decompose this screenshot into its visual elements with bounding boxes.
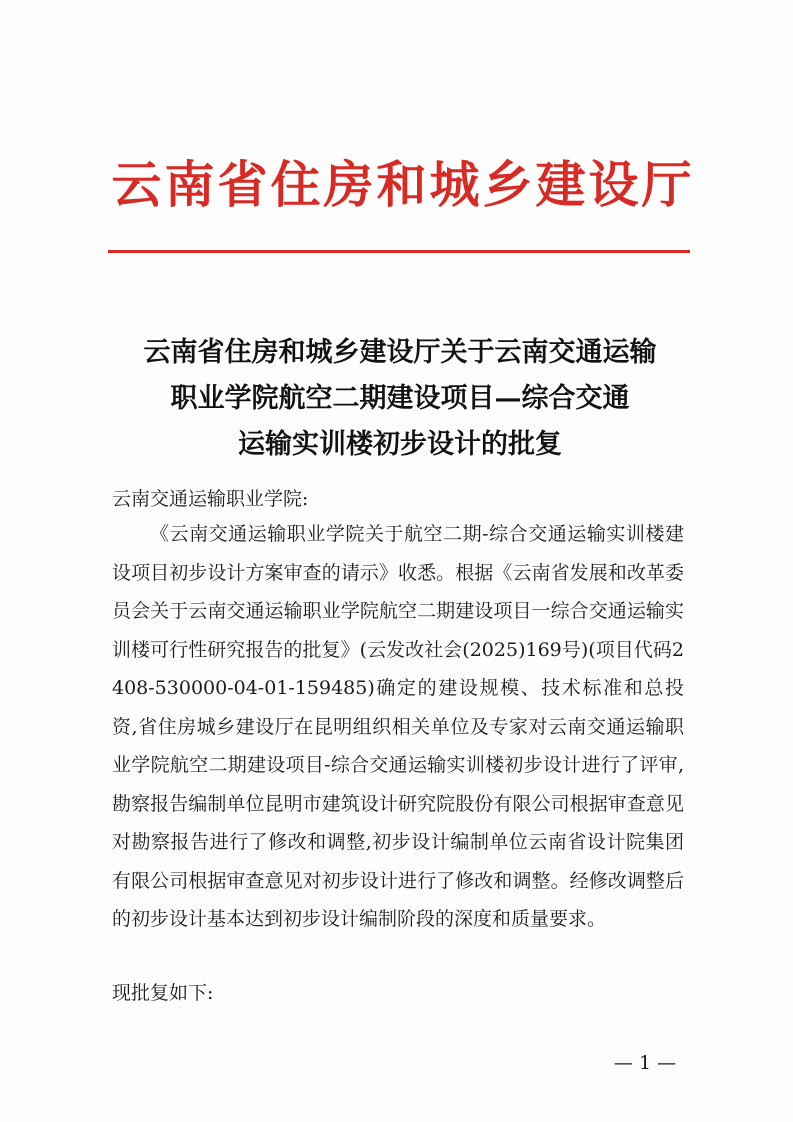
closing-line: 现批复如下: <box>112 982 214 1004</box>
title-line-3: 运输实训楼初步设计的批复 <box>238 429 562 460</box>
red-divider-line <box>108 250 690 253</box>
document-title <box>100 330 700 468</box>
title-line-1: 云南省住房和城乡建设厅关于云南交通运输 <box>143 337 657 368</box>
title-line-2: 职业学院航空二期建设项目—综合交通 <box>170 383 630 414</box>
page-number: — 1 — <box>613 1052 677 1074</box>
addressee: 云南交通运输职业学院: <box>112 488 309 510</box>
issuing-agency-header: 云南省住房和城乡建设厅 <box>111 155 695 214</box>
body-paragraph: 《云南交通运输职业学院关于航空二期-综合交通运输实训楼建设项目初步设计方案审查的请示》收悉。根据《云南省发展和改革委员会关于云南交通运输职业学院航空二期建设项目一综合交通运输实训楼可行性研究报告的批复》(云发改社会(2025)169号)(项目代码2408-530000-04-01-159485)确定的建设规模、技术标准和总投资,省住房城乡建设厅在昆明组织相关单位及专家对云南交通运输职业学院航空二期建设项目-综合交通运输实训楼初步设计进行了评审,勘察报告编制单位昆明市建筑设计研究院股份有限公司根据审查意见对勘察报告进行了修改和调整,初步设计编制单位云南省设计院集团有限公司根据审查意见对初步设计进行了修改和调整。经修改调整后的初步设计基本达到初步设计编制阶段的深度和质量要求。 <box>112 523 684 930</box>
